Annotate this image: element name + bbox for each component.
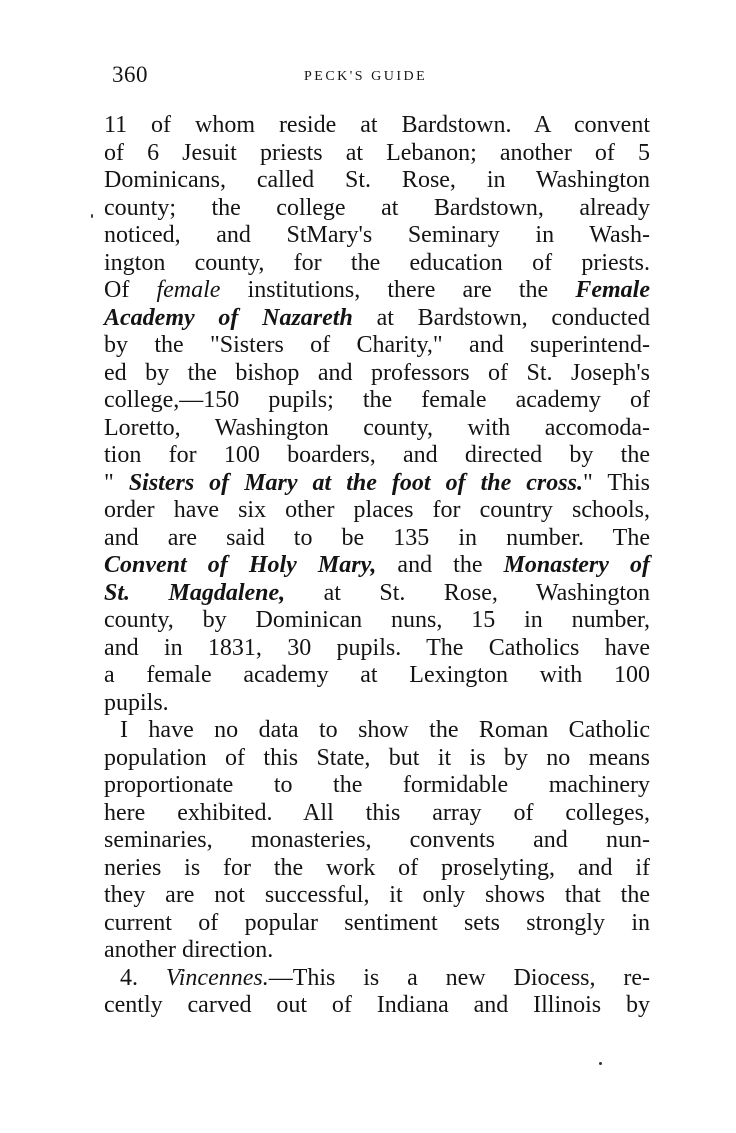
italic-phrase: Monastery of [503,552,650,578]
text-line: ington county, for the education of priests. [104,249,650,276]
text-run: —This is a new Diocess, re- [268,964,651,991]
text-line [104,965,650,993]
text-run: Of [104,277,157,303]
text-line: county, by Dominican nuns, 15 in number, [104,607,650,633]
text-line [104,552,650,580]
text-line: county; the college at Bardstown, already [104,194,650,221]
text-line: tion for 100 boarders, and directed by the [104,442,650,468]
text-line: population of this State, but it is by no means [104,744,650,771]
text-line: cently carved out of Indiana and Illinois by [104,992,650,1018]
italic-phrase: female [156,277,221,303]
text-line: order have six other places for country schools, [104,497,650,523]
text-run: and the [376,552,504,578]
text-line [104,470,650,498]
text-line: current of popular sentiment sets strongly in [104,909,650,936]
text-line: of 6 Jesuit priests at Lebanon; another of 5 [104,139,650,166]
text-line [104,277,650,305]
text-line: and are said to be 135 in number. The [104,524,650,551]
italic-phrase: St. Magdalene, [104,579,286,606]
text-line: Loretto, Washington county, with accomoda- [104,414,650,441]
text-line: here exhibited. All this array of colleges, [104,799,650,826]
text-line [104,580,650,608]
text-run: " [104,469,129,496]
ink-speck [599,1062,602,1065]
italic-phrase: Female [575,277,650,303]
body-text [104,112,650,1020]
page-number: 360 [112,62,148,87]
italic-phrase: Vincennes. [165,964,269,991]
text-line: 11 of whom reside at Bardstown. A convent [104,112,650,138]
running-head: PECK'S GUIDE [304,69,428,84]
text-run: " This [582,469,650,496]
text-line: seminaries, monasteries, convents and nun- [104,827,650,853]
text-line: a female academy at Lexington with 100 [104,662,650,688]
text-line: pupils. [104,689,169,716]
text-line: Dominicans, called St. Rose, in Washington [104,167,650,193]
text-line [104,305,650,333]
text-line: another direction. [104,937,274,963]
text-run: at Bardstown, conducted [352,304,650,331]
text-run: 4. [120,964,166,991]
page-header [112,62,652,94]
ink-speck [91,214,93,218]
italic-phrase: Academy of Nazareth [104,304,353,331]
italic-phrase: Sisters of Mary at the foot of the cross. [128,469,583,496]
text-line: college,—150 pupils; the female academy of [104,387,650,413]
text-run: at St. Rose, Washington [285,579,650,606]
text-line: neries is for the work of proselyting, and if [104,854,650,881]
text-line: and in 1831, 30 pupils. The Catholics have [104,634,650,661]
text-line: they are not successful, it only shows that the [104,882,650,908]
text-line: ed by the bishop and professors of St. Joseph's [104,359,650,386]
italic-phrase: Convent of Holy Mary, [104,552,377,578]
text-run: institutions, there are the [220,277,576,303]
text-line: I have no data to show the Roman Catholic [120,717,650,743]
text-line: by the "Sisters of Charity," and superintend- [104,332,650,358]
text-line: noticed, and StMary's Seminary in Wash- [104,222,650,248]
text-line: proportionate to the formidable machinery [104,772,650,798]
